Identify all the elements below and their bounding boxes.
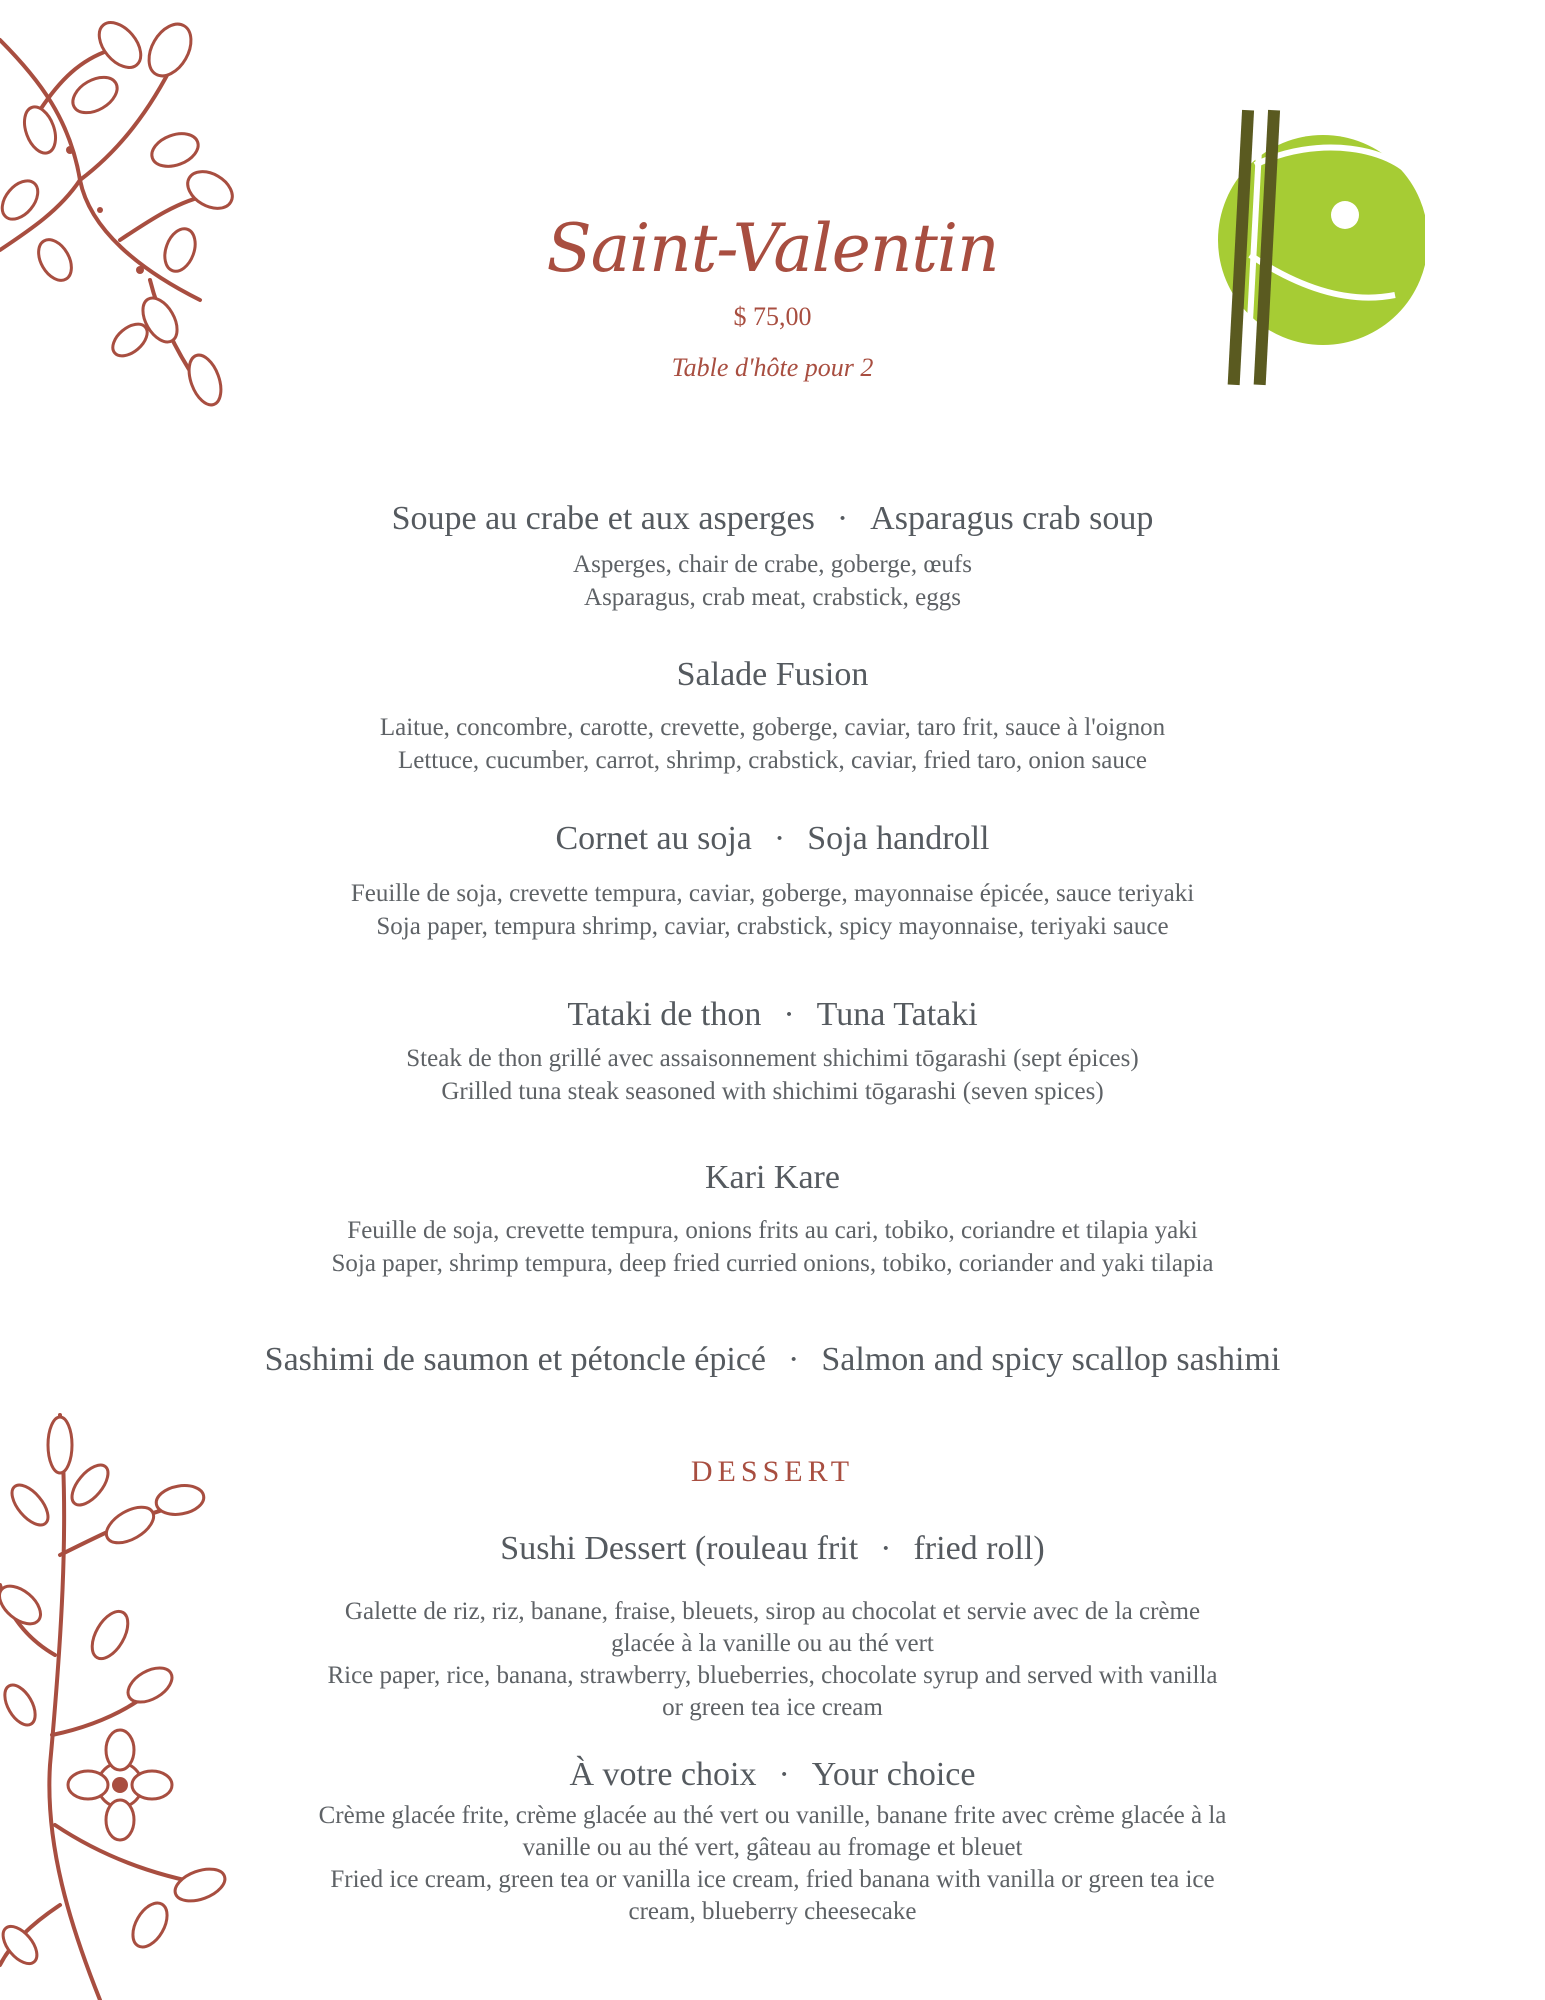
dessert-name-fr: Sushi Dessert (rouleau frit xyxy=(500,1530,859,1567)
separator-dot: · xyxy=(788,1341,800,1378)
dessert-1-desc-line: Galette de riz, riz, banane, fraise, bleuets, sirop au chocolat et servie avec de la crème xyxy=(344,1598,1201,1625)
dessert-2-desc-line: Fried ice cream, green tea or vanilla ice cream, fried banana with vanilla or green tea ice xyxy=(330,1866,1215,1893)
course-name-fr: Sashimi de saumon et pétoncle épicé xyxy=(264,1341,767,1378)
separator-dot: · xyxy=(880,1530,892,1567)
course-name-en: Soja handroll xyxy=(807,820,990,857)
course-3-desc-en: Soja paper, tempura shrimp, caviar, crabstick, spicy mayonnaise, teriyaki sauce xyxy=(376,913,1169,940)
dessert-1-desc-line: or green tea ice cream xyxy=(662,1694,883,1721)
course-name-fr: Tataki de thon xyxy=(567,996,762,1033)
course-name-fr: Cornet au soja xyxy=(555,820,752,857)
course-name-fr: Soupe au crabe et aux asperges xyxy=(391,500,815,537)
course-5-desc-en: Soja paper, shrimp tempura, deep fried curried onions, tobiko, coriander and yaki tilapia xyxy=(331,1250,1214,1277)
dessert-name-en: fried roll) xyxy=(913,1530,1045,1567)
menu-subtitle: Table d'hôte pour 2 xyxy=(671,353,874,382)
dessert-1-desc-line: glacée à la vanille ou au thé vert xyxy=(611,1630,934,1657)
course-2-desc-fr: Laitue, concombre, carotte, crevette, goberge, caviar, taro frit, sauce à l'oignon xyxy=(379,714,1166,741)
course-4-desc-fr: Steak de thon grillé avec assaisonnement shichimi tōgarashi (sept épices) xyxy=(406,1045,1139,1072)
menu-price: $ 75,00 xyxy=(733,302,812,331)
course-2-desc-en: Lettuce, cucumber, carrot, shrimp, crabstick, caviar, fried taro, onion sauce xyxy=(397,747,1148,774)
separator-dot: · xyxy=(836,500,849,537)
dessert-1-desc-line: Rice paper, rice, banana, strawberry, blueberries, chocolate syrup and served with vanilla xyxy=(327,1662,1218,1689)
dessert-name-en: Your choice xyxy=(811,1756,976,1793)
course-4-title xyxy=(0,996,1545,1034)
separator-dot: · xyxy=(783,996,795,1033)
dessert-2-desc-line: Crème glacée frite, crème glacée au thé vert ou vanille, banane frite avec crème glacée à la xyxy=(318,1802,1227,1829)
dessert-2-title xyxy=(0,1756,1545,1794)
dessert-2-desc-line: cream, blueberry cheesecake xyxy=(628,1898,917,1925)
course-name-en: Asparagus crab soup xyxy=(870,500,1154,537)
dessert-1-title xyxy=(0,1530,1545,1568)
dessert-2-desc-line: vanille ou au thé vert, gâteau au fromage et bleuet xyxy=(522,1834,1023,1861)
course-name-en: Salmon and spicy scallop sashimi xyxy=(821,1341,1281,1378)
dessert-name-fr: À votre choix xyxy=(569,1756,757,1793)
separator-dot: · xyxy=(778,1756,790,1793)
course-3-desc-fr: Feuille de soja, crevette tempura, caviar, goberge, mayonnaise épicée, sauce teriyaki xyxy=(350,880,1195,907)
course-1-title xyxy=(0,500,1545,538)
menu-title: Saint-Valentin xyxy=(546,210,999,287)
dessert-section-title: DESSERT xyxy=(690,1455,855,1488)
course-3-title xyxy=(0,820,1545,858)
course-1-desc-en: Asparagus, crab meat, crabstick, eggs xyxy=(584,584,961,611)
course-5-desc-fr: Feuille de soja, crevette tempura, onions frits au cari, tobiko, coriandre et tilapia yaki xyxy=(347,1217,1198,1244)
course-name-en: Tuna Tataki xyxy=(816,996,978,1033)
course-6-title xyxy=(0,1341,1545,1379)
course-5-title: Kari Kare xyxy=(705,1159,840,1196)
course-1-desc-fr: Asperges, chair de crabe, goberge, œufs xyxy=(573,551,972,578)
course-2-title: Salade Fusion xyxy=(676,656,869,693)
course-4-desc-en: Grilled tuna steak seasoned with shichimi tōgarashi (seven spices) xyxy=(441,1078,1104,1105)
separator-dot: · xyxy=(773,820,786,857)
